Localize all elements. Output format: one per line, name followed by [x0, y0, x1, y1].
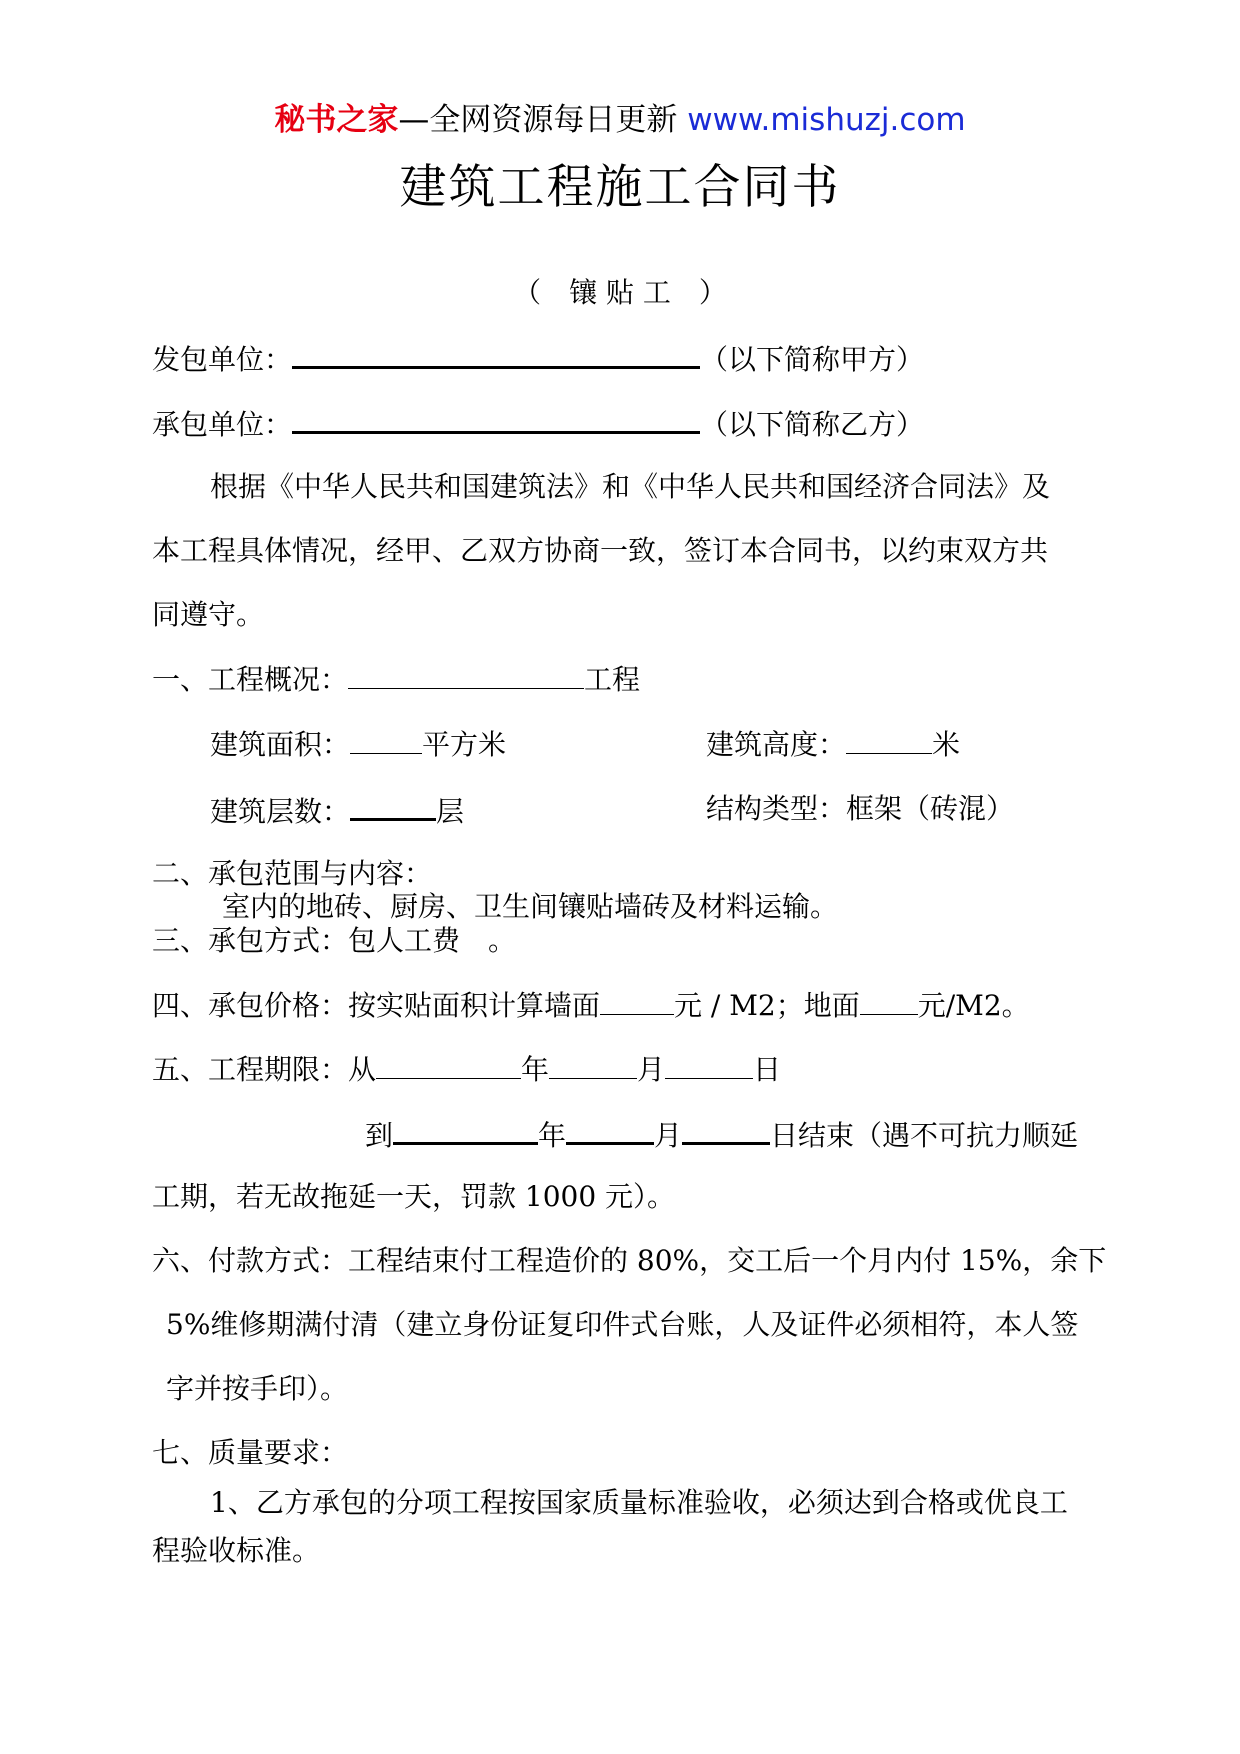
- section-5-end-suffix: 日结束（遇不可抗力顺延: [770, 1119, 1079, 1152]
- section-2-content: 室内的地砖、厨房、卫生间镶贴墙砖及材料运输。: [222, 890, 839, 923]
- document-title: 建筑工程施工合同书: [399, 160, 841, 215]
- section-1-label: 一、工程概况：: [152, 663, 349, 696]
- section-3-text: 三、承包方式：包人工费 。: [152, 924, 517, 957]
- building-area-unit: 平方米: [422, 728, 507, 761]
- building-floors-blank[interactable]: [350, 792, 436, 821]
- building-area-line: [210, 727, 506, 762]
- building-area-label: 建筑面积：: [210, 728, 351, 761]
- floor-price-blank[interactable]: [860, 988, 918, 1015]
- start-year-unit: 年: [521, 1053, 550, 1086]
- section-7-label: 七、质量要求：: [152, 1436, 349, 1469]
- structure-type-value: 框架（砖混）: [846, 792, 1015, 825]
- building-height-line: [706, 727, 960, 762]
- section-6-line-1: 六、付款方式：工程结束付工程造价的 80%，交工后一个月内付 15%，余下: [152, 1244, 1107, 1277]
- start-month-unit: 月: [637, 1053, 666, 1086]
- section-1-heading: [152, 662, 640, 697]
- building-floors-label: 建筑层数：: [210, 795, 351, 828]
- section-4-wall-unit: 元 / M2；地面: [674, 989, 860, 1022]
- section-5-line-3: 工期，若无故拖延一天，罚款 1000 元）。: [152, 1180, 676, 1213]
- section-6-line-2: 5%维修期满付清（建立身份证复印件式台账，人及证件必须相符，本人签: [166, 1308, 1079, 1341]
- end-month-unit: 月: [654, 1119, 683, 1152]
- party-a-blank[interactable]: [292, 340, 700, 369]
- start-month-blank[interactable]: [549, 1052, 637, 1079]
- party-b-note: （以下简称乙方）: [700, 408, 925, 441]
- party-a-label: 发包单位：: [152, 343, 293, 376]
- building-area-blank[interactable]: [350, 727, 422, 754]
- wall-price-blank[interactable]: [600, 988, 674, 1015]
- start-day-unit: 日: [753, 1053, 782, 1086]
- section-4-label: 四、承包价格：按实贴面积计算墙面: [152, 989, 601, 1022]
- party-a-line: [152, 340, 924, 377]
- party-b-line: [152, 405, 924, 442]
- structure-type-label: 结构类型：: [706, 792, 847, 825]
- section-4-floor-unit: 元/M2。: [917, 989, 1030, 1022]
- section-6-line-3: 字并按手印）。: [166, 1372, 349, 1405]
- section-7-item-1-line-1: 1、乙方承包的分项工程按国家质量标准验收，必须达到合格或优良工: [210, 1486, 1068, 1519]
- intro-line-3: 同遵守。: [152, 598, 265, 631]
- section-5-to: 到: [365, 1119, 394, 1152]
- section-5-label: 五、工程期限：从: [152, 1053, 377, 1086]
- section-2-label: 二、承包范围与内容：: [152, 857, 433, 890]
- section-7-item-1-line-2: 程验收标准。: [152, 1534, 321, 1567]
- project-name-blank[interactable]: [348, 662, 584, 689]
- party-b-blank[interactable]: [292, 405, 700, 434]
- section-5-start-line: [152, 1052, 781, 1087]
- building-height-unit: 米: [932, 728, 961, 761]
- section-5-end-line: [365, 1116, 1078, 1153]
- section-4-line: [152, 988, 1030, 1023]
- party-a-note: （以下简称甲方）: [700, 343, 925, 376]
- building-floors-line: [210, 792, 464, 829]
- section-1-suffix: 工程: [584, 663, 641, 696]
- building-height-label: 建筑高度：: [706, 728, 847, 761]
- intro-line-2: 本工程具体情况，经甲、乙双方协商一致，签订本合同书，以约束双方共: [152, 534, 1049, 567]
- end-year-unit: 年: [538, 1119, 567, 1152]
- building-floors-unit: 层: [436, 795, 465, 828]
- party-b-label: 承包单位：: [152, 408, 293, 441]
- banner-slogan: —全网资源每日更新: [398, 102, 678, 138]
- start-day-blank[interactable]: [665, 1052, 753, 1079]
- end-year-blank[interactable]: [393, 1116, 538, 1145]
- banner-brand: 秘书之家: [274, 102, 399, 138]
- intro-line-1: 根据《中华人民共和国建筑法》和《中华人民共和国经济合同法》及: [210, 470, 1051, 503]
- end-day-blank[interactable]: [682, 1116, 770, 1145]
- start-year-blank[interactable]: [376, 1052, 521, 1079]
- site-banner: [0, 100, 1240, 140]
- structure-type-line: [706, 792, 1014, 826]
- banner-url-link[interactable]: www.mishuzj.com: [687, 102, 966, 138]
- document-subtitle: （ 镶 贴 工 ）: [513, 276, 727, 309]
- building-height-blank[interactable]: [846, 727, 932, 754]
- end-month-blank[interactable]: [566, 1116, 654, 1145]
